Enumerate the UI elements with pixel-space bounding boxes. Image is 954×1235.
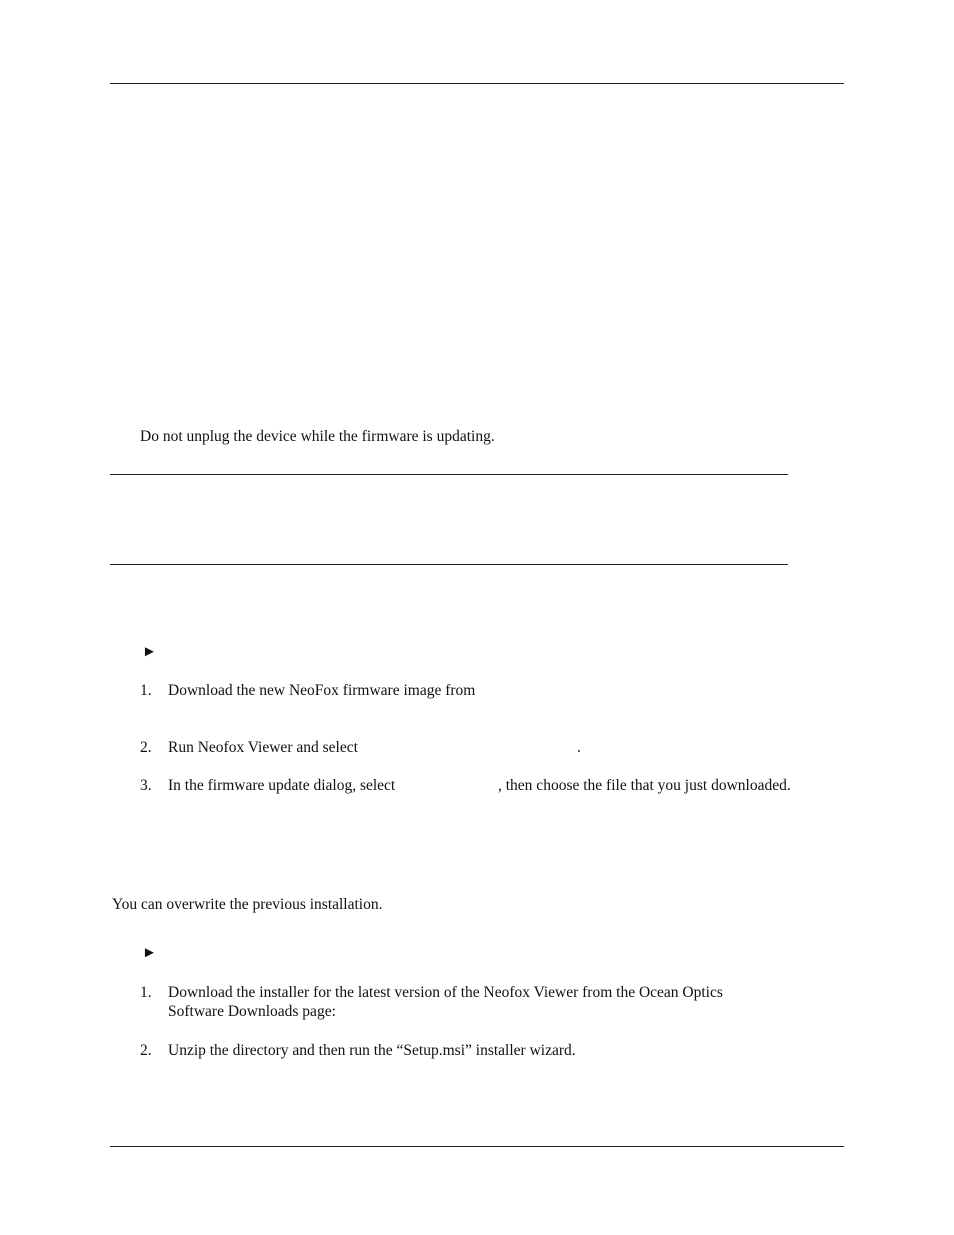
step-text-continued: Software Downloads page:	[168, 1003, 336, 1020]
step-text-tail: , then choose the file that you just downloaded.	[498, 777, 791, 794]
step-text: Download the installer for the latest version of the Neofox Viewer from the Ocean Optics	[168, 984, 723, 1001]
step-number: 2.	[140, 1042, 152, 1059]
step-text-tail: .	[577, 739, 581, 756]
footer-rule	[110, 1146, 844, 1147]
header-rule	[110, 83, 844, 84]
step-text: Download the new NeoFox firmware image from	[168, 682, 476, 699]
step-text: Run Neofox Viewer and select	[168, 739, 358, 756]
caution-text: Do not unplug the device while the firmware is updating.	[140, 428, 495, 445]
step-number: 1.	[140, 984, 152, 1001]
step-number: 3.	[140, 777, 152, 794]
step-text: In the firmware update dialog, select	[168, 777, 396, 794]
step-number: 2.	[140, 739, 152, 756]
note-top-rule	[110, 474, 788, 475]
step-number: 1.	[140, 682, 152, 699]
procedure-arrow-icon: ►	[142, 945, 157, 961]
procedure-arrow-icon: ►	[142, 644, 157, 660]
note-bottom-rule	[110, 564, 788, 565]
step-text: Unzip the directory and then run the “Setup.msi” installer wizard.	[168, 1042, 576, 1059]
section-intro: You can overwrite the previous installation.	[112, 896, 383, 913]
